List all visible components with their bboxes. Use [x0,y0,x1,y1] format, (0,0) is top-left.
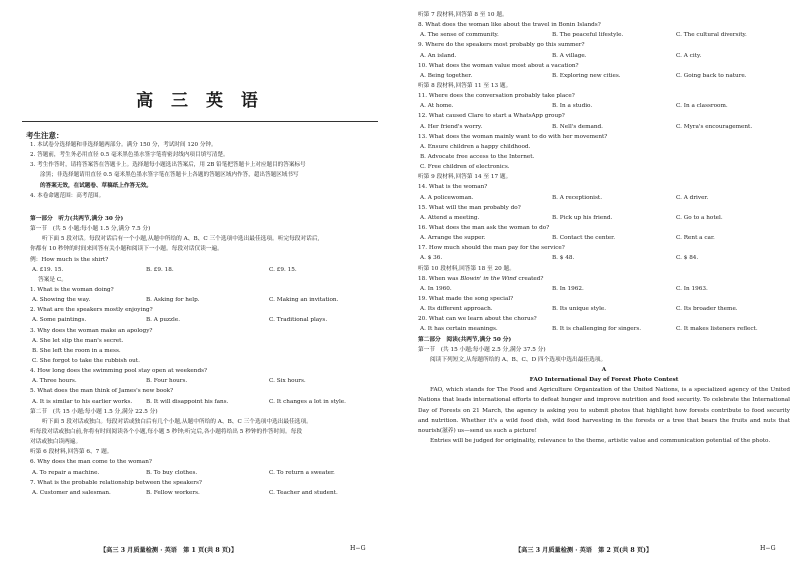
part-heading: 第二部分 阅读(共两节,满分 50 分) [418,336,512,343]
option: C. Traditional plays. [269,317,328,324]
options [418,284,790,294]
options [418,213,790,223]
question: 4. How long does the swimming pool stay open at weekends? [30,368,208,375]
option: C. The cultural diversity. [676,32,747,39]
example-options [30,265,380,275]
option: A. Arrange the supper. [420,235,486,242]
options [418,304,790,314]
instructions: 听下面 5 段对话或独白。每段对话或独白后有几个小题,从题中所给的 A、B、C 三个选项中选出最佳选项。 [42,418,312,425]
option: B. A village. [552,52,587,59]
question: 14. What is the woman? [418,184,488,191]
song-title: Blowin' in the Wind [460,275,517,282]
option: A. It has certain meanings. [420,326,498,333]
instructions: 听下面 5 段对话。每段对话后有一个小题,从题中所给的 A、B、C 三个选项中选出最佳选项。听完每段对话后, [42,236,320,243]
option: C. Making an invitation. [269,297,339,304]
option: C. Going back to nature. [676,72,747,79]
passage-title: FAO International Day of Forest Photo Contest [529,377,679,384]
option: C. $ 84. [676,255,699,262]
listening-section [30,214,380,498]
option: C. A driver. [676,194,709,201]
option: C. Six hours. [269,378,306,385]
question: 12. What caused Clare to start a WhatsApp group? [418,113,565,120]
option: B. £9. 18. [146,266,174,273]
question: 9. Where do the speakers most probably go this summer? [418,42,585,49]
option: B. $ 48. [552,255,575,262]
page-code: H−G [760,545,776,552]
options [418,193,790,203]
material-label: 听第 9 段材料,回答第 14 至 17 题。 [418,174,512,181]
question: 3. Why does the woman make an apology? [30,327,153,334]
option: C. Teacher and student. [269,489,338,496]
option: A. Three hours. [32,378,77,385]
part-heading: 第一部分 听力(共两节,满分 30 分) [30,216,124,222]
question: 17. How much should the man pay for the service? [418,245,565,252]
option: A. She let slip the man's secret. [32,337,124,344]
question: 8. What does the woman like about the travel in Bonin Islands? [418,22,601,29]
option: A. Her friend's worry. [420,123,483,130]
option: C. £9. 15. [269,266,297,273]
options [30,376,380,386]
question: 13. What does the woman mainly want to do with her movement? [418,133,608,140]
question: 15. What will the man probably do? [418,204,521,211]
section-heading: 第一节 (共 15 小题;每小题 2.5 分,满分 37.5 分) [418,346,546,353]
option: B. It is challenging for singers. [552,326,642,333]
options [30,488,380,498]
page-2 [400,0,800,566]
notice-list [30,140,370,201]
options [30,295,380,305]
option: C. It changes a lot in style. [269,398,346,405]
notice-item: 1. 本试卷分选择题和非选择题两部分。满分 150 分，考试时间 120 分钟。 [30,142,217,148]
option: B. Four hours. [146,378,188,385]
question: 16. What does the man ask the woman to do? [418,224,550,231]
option: A. Ensure children a happy childhood. [420,143,531,150]
option: A. The sense of community. [420,32,499,39]
option: C. Go to a hotel. [676,214,723,221]
options [418,71,790,81]
notice-item: 4. 本卷命题范围：高考范围。 [30,192,105,199]
option: B. A receptionist. [552,194,603,201]
options [418,122,790,132]
question: 19. What made the song special? [418,295,514,302]
instructions: 你都有 10 秒钟的时间来回答有关小题和阅读下一小题。每段对话仅读一遍。 [30,246,223,253]
question: 5. What does the man think of James's new book? [30,388,174,395]
option: A. Attend a meeting. [420,214,480,221]
instructions: 阅读下列短文,从每题所给的 A、B、C、D 四个选项中选出最佳选项。 [430,356,607,363]
options [30,468,380,478]
options [30,397,380,407]
option: C. Free children of electronics. [420,164,510,171]
page-footer: 【高三 3 月质量检测 · 英语 第 1 页(共 8 页)】 [100,547,238,554]
option: B. Exploring new cities. [552,72,621,79]
instructions: 听每段对话或独白前,你将有时间阅读各个小题,每小题 5 秒钟;听完后,各小题将给出 5 秒钟的作答时间。每段 [30,428,303,435]
page-code: H−G [350,545,366,552]
option: B. Contact the center. [552,235,616,242]
option: A. To repair a machine. [32,469,100,476]
option: C. In 1963. [676,285,708,292]
title-divider [22,121,378,122]
option: A. Customer and salesman. [32,489,111,496]
material-label: 听第 10 段材料,回答第 18 至 20 题。 [418,265,515,272]
notice-item: 的答案无效，在试题卷、草稿纸上作答无效。 [40,182,152,189]
option: C. It makes listeners reflect. [676,326,758,333]
question: 2. What are the speakers mostly enjoying? [30,307,153,314]
question: 7. What is the probable relationship between the speakers? [30,479,202,486]
options [418,51,790,61]
material-label: 听第 7 段材料,回答第 8 至 10 题。 [418,12,508,18]
option: B. Asking for help. [146,297,200,304]
question: 11. Where does the conversation probably take place? [418,93,575,100]
passage-paragraph: FAO, which stands for The Food and Agriculture Organization of the United Nations, is a specialized agency of the United Nations that leads international efforts to defeat hunger and improve nutrition and food security. To celebrate the International Day of Forests on 21 March, the agency is asking you to submit photos that highlight how forests contribute to food security and nutrition. Whether it's a wild food dish, wild food harvesting in the forests or a tree that bears the fruits and nuts that nourish(滋养) us—send us such a picture! [418,387,790,434]
option: A. An island. [420,52,457,59]
question: 6. Why does the man come to the woman? [30,459,152,466]
option: A. Showing the way. [32,297,91,304]
option: B. Advocate free access to the Internet. [420,153,535,160]
option: B. To buy clothes. [146,469,198,476]
option: B. She left the room in a mess. [32,347,121,354]
notice-item: 3. 考生作答时，请将答案答在答题卡上。选择题每小题选出答案后，用 2B 铅笔把答题卡上对应题目的答案标号 [30,162,306,169]
passage-paragraph: Entries will be judged for originality, relevance to the theme, artistic value and communication potential of the photo. [430,437,771,444]
option: B. Nell's demand. [552,123,603,130]
page-footer: 【高三 3 月质量检测 · 英语 第 2 页(共 8 页)】 [515,547,653,554]
listening-continued [418,10,790,446]
notice-heading: 考生注意： [26,131,64,140]
section-heading: 第一节 (共 5 小题;每小题 1.5 分,满分 7.5 分) [30,226,151,233]
option: B. Its unique style. [552,306,607,313]
option: A. $ 36. [420,255,443,262]
option: C. In a classroom. [676,103,728,110]
option: B. The peaceful lifestyle. [552,32,624,39]
option: A. Some paintings. [32,317,87,324]
option: B. Fellow workers. [146,489,200,496]
option: B. In 1962. [552,285,584,292]
instructions: 对话或独白读两遍。 [30,439,82,446]
notice-item: 涂黑；非选择题请用直径 0.5 毫米黑色墨水签字笔在答题卡上各题的答题区域内作答，超出答题区域书写 [40,172,299,179]
example-question: 例：How much is the shirt? [30,256,109,263]
material-label: 听第 6 段材料,回答第 6、7 题。 [30,449,113,456]
option: A. £19. 15. [32,266,64,273]
material-label: 听第 8 段材料,回答第 11 至 13 题。 [418,82,512,89]
options [418,324,790,334]
option: B. A puzzle. [146,317,181,324]
option: A. A policewoman. [420,194,474,201]
question: 1. What is the woman doing? [30,286,114,293]
option: A. Its different approach. [420,306,493,313]
option: B. In a studio. [552,103,593,110]
question [418,274,790,284]
passage-letter: A [601,366,607,373]
options [30,315,380,325]
option: C. Rent a car. [676,235,715,242]
question-text: created? [516,275,544,282]
option: B. Pick up his friend. [552,214,613,221]
question: 10. What does the woman value most about a vacation? [418,62,579,69]
option: C. To return a sweater. [269,469,335,476]
option: A. At home. [420,103,454,110]
notice-item: 2. 答题前，考生务必用直径 0.5 毫米黑色墨水签字笔将密封线内项目填写清楚。 [30,152,229,159]
options [418,101,790,111]
exam-title: 高 三 英 语 [136,91,264,111]
option: C. Its broader theme. [676,306,738,313]
option: C. A city. [676,52,702,59]
option: C. She forgot to take the rubbish out. [32,357,140,364]
options [418,253,790,263]
example-answer: 答案是 C。 [38,276,67,283]
section-heading: 第二节 (共 15 小题;每小题 1.5 分,满分 22.5 分) [30,408,158,415]
option: A. Being together. [420,72,473,79]
options [418,30,790,40]
option: A. In 1960. [420,285,452,292]
options [418,233,790,243]
option: B. It will disappoint his fans. [146,398,229,405]
question-text: 18. When was [418,275,461,282]
option: C. Myra's encouragement. [676,123,753,130]
question: 20. What can we learn about the chorus? [418,316,537,323]
option: A. It is similar to his earlier works. [32,398,133,405]
